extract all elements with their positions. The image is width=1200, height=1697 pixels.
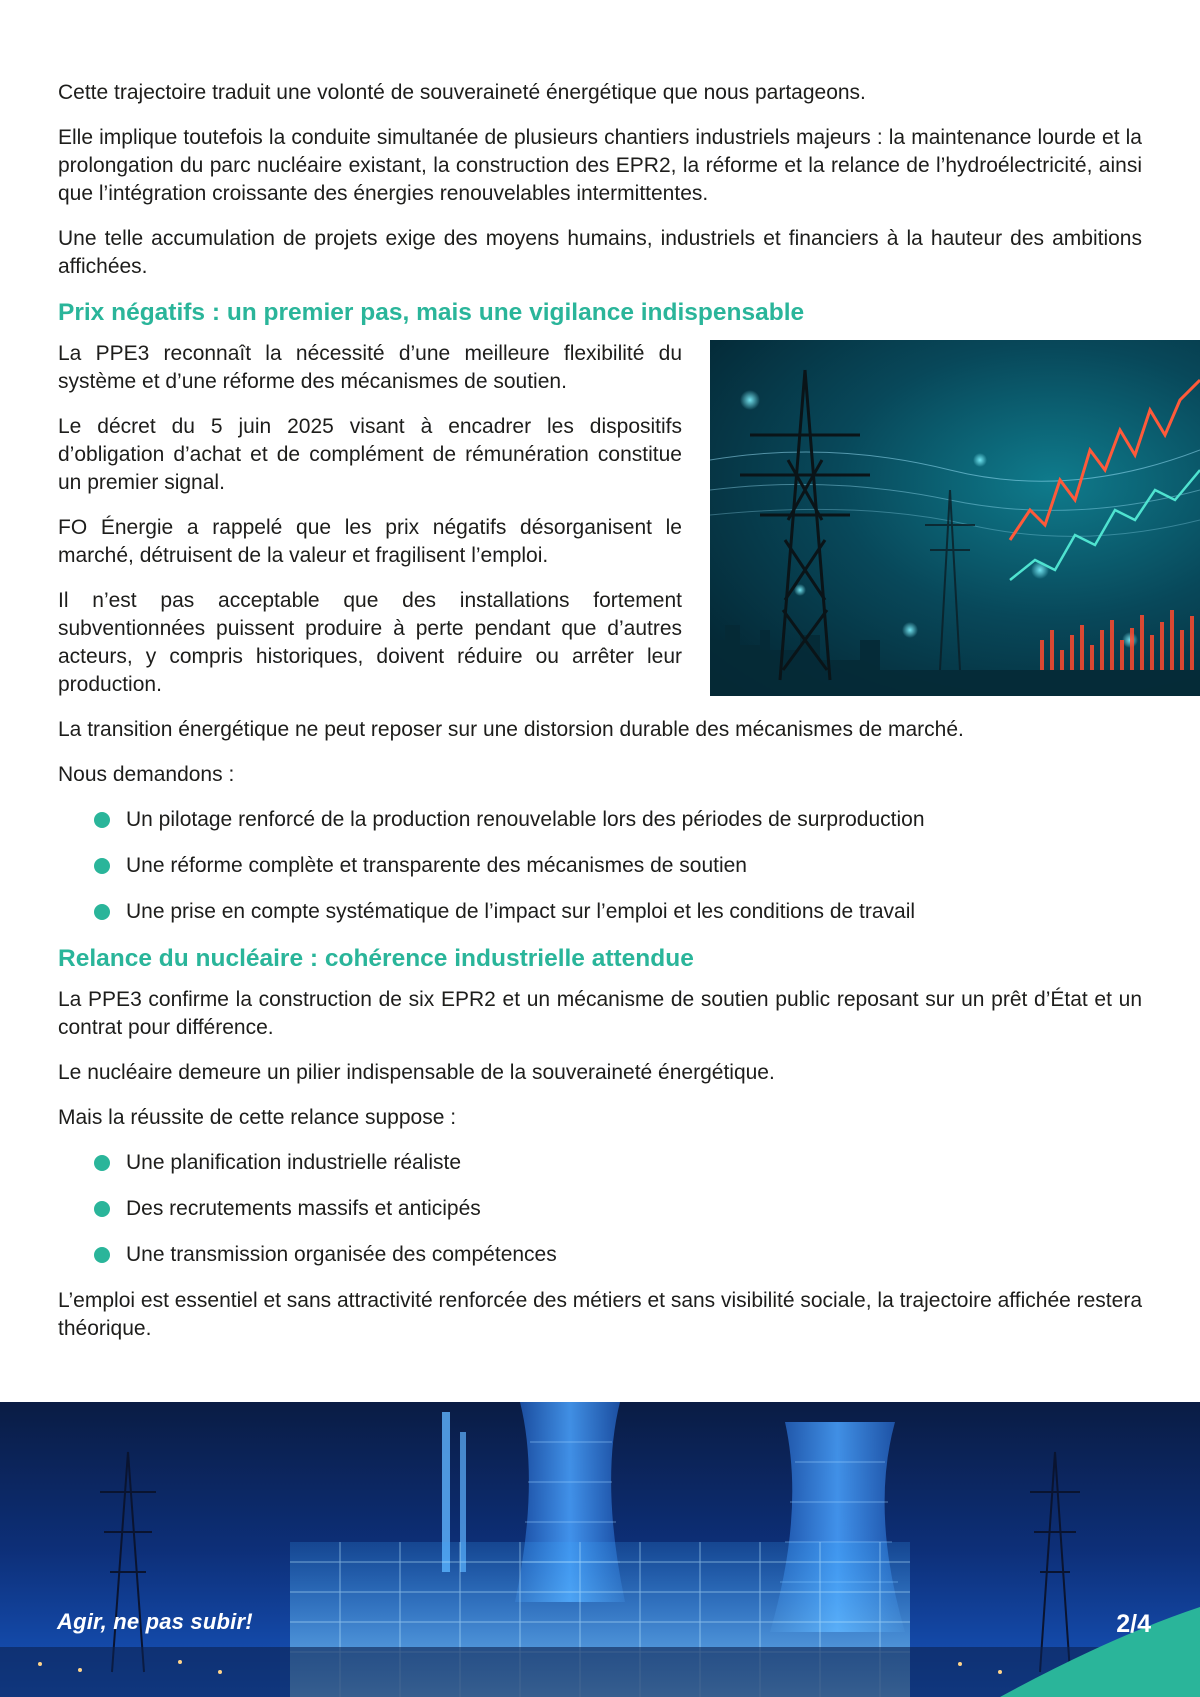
list-item-text: Une transmission organisée des compétences (126, 1243, 557, 1266)
bullet-dot-icon (94, 904, 110, 920)
bullet-dot-icon (94, 812, 110, 828)
list-item-text: Des recrutements massifs et anticipés (126, 1197, 481, 1220)
intro-paragraph-1: Cette trajectoire traduit une volonté de souveraineté énergétique que nous partageons. (58, 81, 866, 104)
section1-paragraph-4: Il n’est pas acceptable que des installations fortement subventionnées puissent produire à perte pendant que d’autres acteurs, y compris historiques, doivent réduire ou arrêter leur production. (58, 589, 682, 696)
section2-paragraph-1: La PPE3 confirme la construction de six EPR2 et un mécanisme de soutien public reposant sur un prêt d’État et un contrat pour différence. (58, 988, 1142, 1039)
list-item (58, 852, 1142, 880)
footer-slogan: Agir, ne pas subir! (57, 1609, 253, 1634)
intro-paragraph-2: Elle implique toutefois la conduite simultanée de plusieurs chantiers industriels majeurs : la maintenance lourde et la prolongation du parc nucléaire existant, la construction des EPR2, la réforme et la relance de l’hydroélectricité, ainsi que l’intégration croissante des énergies renouvelables intermittentes. (58, 126, 1142, 205)
list-item (58, 1149, 1142, 1177)
list-item-text: Une prise en compte systématique de l’impact sur l’emploi et les conditions de travail (126, 900, 916, 923)
demands-list (58, 806, 1142, 926)
page-number: 2/4 (1116, 1610, 1151, 1638)
list-item-text: Une planification industrielle réaliste (126, 1151, 462, 1174)
list-item (58, 898, 1142, 926)
list-item (58, 1195, 1142, 1223)
section-title-negative-prices: Prix négatifs : un premier pas, mais une vigilance indispensable (58, 299, 805, 326)
bullet-dot-icon (94, 858, 110, 874)
bullet-dot-icon (94, 1201, 110, 1217)
list-item (58, 806, 1142, 834)
power-grid-chart-image (710, 340, 1200, 696)
section1-paragraph-1: La PPE3 reconnaît la nécessité d’une meilleure flexibilité du système et d’une réforme des mécanismes de soutien. (58, 342, 682, 393)
section-title-nuclear: Relance du nucléaire : cohérence industrielle attendue (58, 945, 694, 972)
section2-paragraph-3: Mais la réussite de cette relance suppose : (58, 1106, 457, 1129)
section1-paragraph-3: FO Énergie a rappelé que les prix négatifs désorganisent le marché, détruisent de la valeur et fragilisent l’emploi. (58, 516, 682, 567)
nuclear-plant-image (0, 1402, 1200, 1697)
section1-paragraph-6: Nous demandons : (58, 763, 235, 786)
list-item (58, 1241, 1142, 1269)
list-item-text: Une réforme complète et transparente des mécanismes de soutien (126, 854, 747, 877)
intro-paragraph-3: Une telle accumulation de projets exige des moyens humains, industriels et financiers à la hauteur des ambitions affichées. (58, 227, 1142, 278)
section2-paragraph-2: Le nucléaire demeure un pilier indispensable de la souveraineté énergétique. (58, 1061, 775, 1084)
main-content (58, 79, 1142, 1360)
requirements-list (58, 1149, 1142, 1269)
section1-paragraph-2: Le décret du 5 juin 2025 visant à encadrer les dispositifs d’obligation d’achat et de complément de rémunération constitue un premier signal. (58, 415, 682, 494)
section1-paragraph-5: La transition énergétique ne peut reposer sur une distorsion durable des mécanismes de marché. (58, 718, 964, 741)
bullet-dot-icon (94, 1247, 110, 1263)
power-grid-chart-illustration (710, 340, 1200, 696)
section2-closing-paragraph: L’emploi est essentiel et sans attractivité renforcée des métiers et sans visibilité sociale, la trajectoire affichée restera théorique. (58, 1289, 1142, 1340)
list-item-text: Un pilotage renforcé de la production renouvelable lors des périodes de surproduction (126, 808, 925, 831)
bullet-dot-icon (94, 1155, 110, 1171)
nuclear-plant-illustration (0, 1402, 1200, 1697)
